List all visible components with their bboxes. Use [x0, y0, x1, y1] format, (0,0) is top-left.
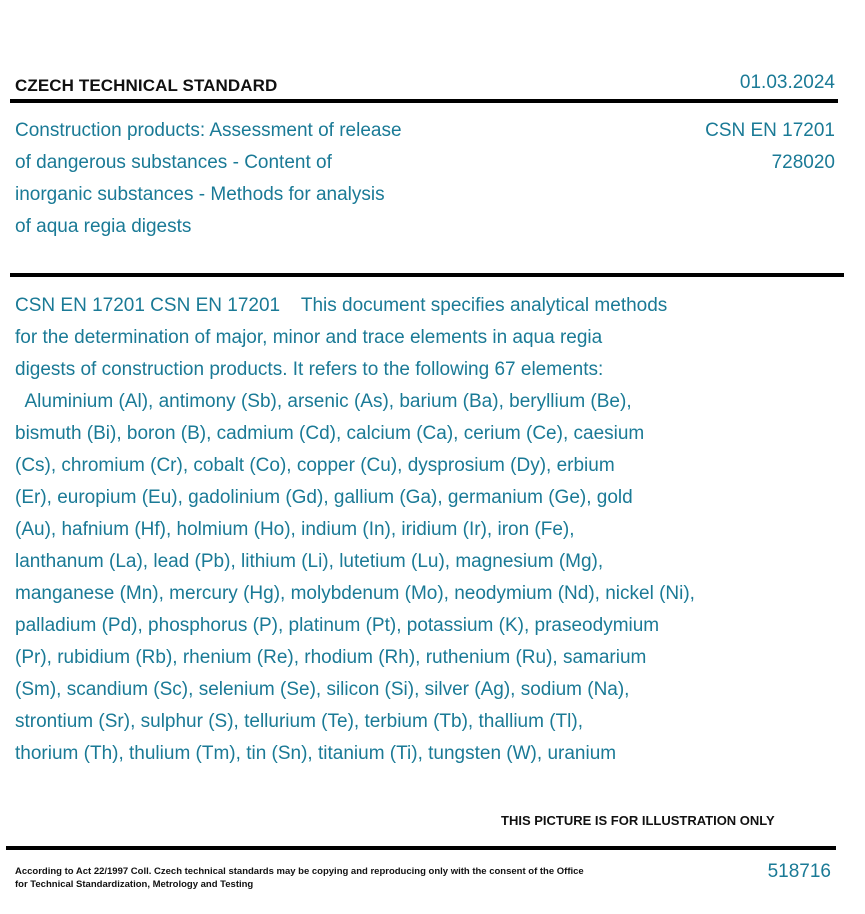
subject-divider — [10, 273, 844, 277]
standard-type-title: CZECH TECHNICAL STANDARD — [15, 76, 278, 95]
abstract-line: bismuth (Bi), boron (B), cadmium (Cd), calcium (Ca), cerium (Ce), caesium — [15, 423, 645, 444]
abstract-line: (Er), europium (Eu), gadolinium (Gd), gallium (Ga), germanium (Ge), gold — [15, 487, 633, 508]
publication-date: 01.03.2024 — [739, 72, 835, 93]
abstract-line: digests of construction products. It refers to the following 67 elements: — [15, 359, 604, 380]
catalog-number: 518716 — [767, 861, 831, 882]
document-subject — [15, 115, 485, 243]
document-abstract — [15, 290, 805, 770]
header-divider — [10, 99, 838, 103]
abstract-line: CSN EN 17201 CSN EN 17201 This document specifies analytical methods — [15, 295, 668, 316]
illustration-notice: THIS PICTURE IS FOR ILLUSTRATION ONLY — [501, 813, 775, 828]
abstract-line: thorium (Th), thulium (Tm), tin (Sn), titanium (Ti), tungsten (W), uranium — [15, 743, 617, 764]
standard-code: CSN EN 17201 — [705, 120, 835, 141]
abstract-line: lanthanum (La), lead (Pb), lithium (Li), lutetium (Lu), magnesium (Mg), — [15, 551, 604, 572]
legal-notice-line: According to Act 22/1997 Coll. Czech technical standards may be copying and reproducing only with the consent of the Office — [15, 866, 584, 877]
abstract-line: for the determination of major, minor and trace elements in aqua regia — [15, 327, 603, 348]
abstract-line: (Sm), scandium (Sc), selenium (Se), silicon (Si), silver (Ag), sodium (Na), — [15, 679, 630, 700]
abstract-line: Aluminium (Al), antimony (Sb), arsenic (As), barium (Ba), beryllium (Be), — [15, 391, 632, 412]
abstract-line: palladium (Pd), phosphorus (P), platinum (Pt), potassium (K), praseodymium — [15, 615, 660, 636]
abstract-line: (Cs), chromium (Cr), cobalt (Co), copper (Cu), dysprosium (Dy), erbium — [15, 455, 615, 476]
subject-line: of aqua regia digests — [15, 216, 192, 237]
legal-notice-line: for Technical Standardization, Metrology and Testing — [15, 879, 254, 890]
document-codes — [705, 115, 835, 179]
classification-code: 728020 — [771, 152, 835, 173]
subject-line: Construction products: Assessment of release — [15, 120, 402, 141]
abstract-line: strontium (Sr), sulphur (S), tellurium (Te), terbium (Tb), thallium (Tl), — [15, 711, 583, 732]
abstract-line: (Au), hafnium (Hf), holmium (Ho), indium (In), iridium (Ir), iron (Fe), — [15, 519, 575, 540]
abstract-line: manganese (Mn), mercury (Hg), molybdenum (Mo), neodymium (Nd), nickel (Ni), — [15, 583, 695, 604]
subject-line: inorganic substances - Methods for analysis — [15, 184, 385, 205]
footer-divider — [6, 846, 836, 850]
legal-notice — [15, 865, 595, 891]
subject-line: of dangerous substances - Content of — [15, 152, 332, 173]
abstract-line: (Pr), rubidium (Rb), rhenium (Re), rhodium (Rh), ruthenium (Ru), samarium — [15, 647, 647, 668]
